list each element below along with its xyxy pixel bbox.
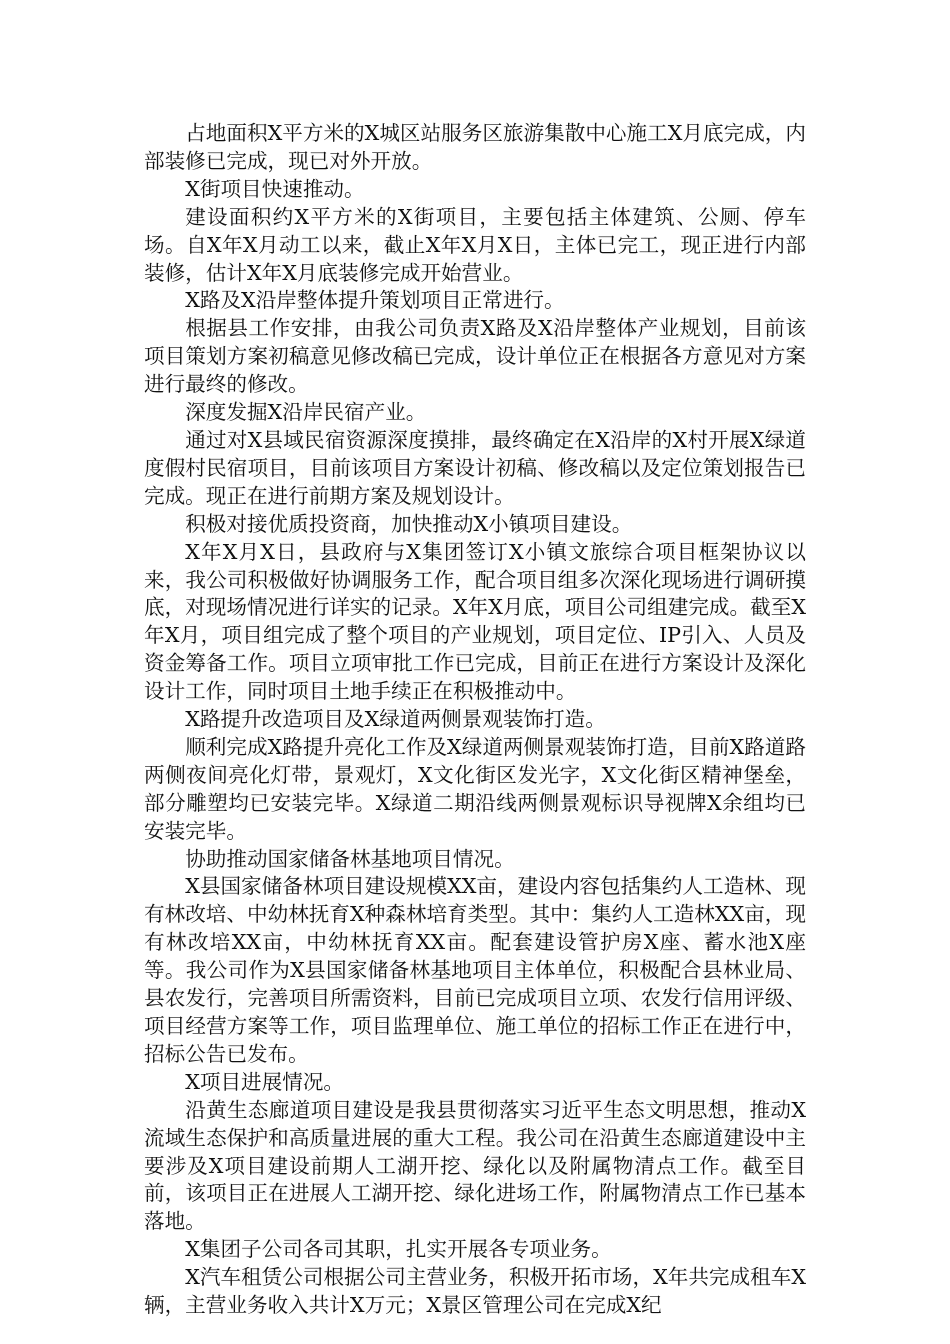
paragraph: 建设面积约X平方米的X街项目，主要包括主体建筑、公厕、停车场。自X年X月动工以来，截止X年X月X日，主体已完工，现正进行内部装修，估计X年X月底装修完成开始营业。 [144, 204, 806, 285]
section-heading: 积极对接优质投资商，加快推动X小镇项目建设。 [185, 511, 633, 536]
section-heading: X路提升改造项目及X绿道两侧景观装饰打造。 [185, 707, 606, 732]
paragraph: 通过对X县域民宿资源深度摸排，最终确定在X沿岸的X村开展X绿道度假村民宿项目，目前该项目方案设计初稿、修改稿以及定位策划报告已完成。现正在进行前期方案及规划设计。 [144, 427, 806, 508]
paragraph: X县国家储备林项目建设规模XX亩，建设内容包括集约人工造林、现有林改培、中幼林抚育X种森林培育类型。其中：集约人工造林XX亩，现有林改培XX亩，中幼林抚育XX亩。配套建设管护房X座、蓄水池X座等。我公司作为X县国家储备林基地项目主体单位，积极配合县林业局、县农发行，完善项目所需资料，目前已完成项目立项、农发行信用评级、项目经营方案等工作，项目监理单位、施工单位的招标工作正在进行中，招标公告已发布。 [144, 874, 806, 1066]
paragraph: 根据县工作安排，由我公司负责X路及X沿岸整体产业规划，目前该项目策划方案初稿意见修改稿已完成，设计单位正在根据各方意见对方案进行最终的修改。 [144, 316, 806, 397]
section-heading: X街项目快速推动。 [185, 176, 365, 201]
section-heading: 深度发掘X沿岸民宿产业。 [185, 400, 427, 425]
paragraph: 占地面积X平方米的X城区站服务区旅游集散中心施工X月底完成，内部装修已完成，现已对外开放。 [144, 121, 806, 173]
section-heading: 协助推动国家储备林基地项目情况。 [185, 846, 515, 871]
paragraph: X汽车租赁公司根据公司主营业务，积极开拓市场，X年共完成租车X辆，主营业务收入共计X万元；X景区管理公司在完成X纪 [144, 1265, 806, 1318]
section-heading: X路及X沿岸整体提升策划项目正常进行。 [185, 288, 565, 313]
section-heading: X集团子公司各司其职，扎实开展各专项业务。 [185, 1237, 612, 1262]
document-body [144, 120, 806, 1320]
paragraph: X年X月X日，县政府与X集团签订X小镇文旅综合项目框架协议以来，我公司积极做好协调服务工作，配合项目组多次深化现场进行调研摸底，对现场情况进行详实的记录。X年X月底，项目公司组建完成。截至X年X月，项目组完成了整个项目的产业规划，项目定位、IP引入、人员及资金筹备工作。项目立项审批工作已完成，目前正在进行方案设计及深化设计工作，同时项目土地手续正在积极推动中。 [144, 539, 806, 704]
paragraph: 顺利完成X路提升亮化工作及X绿道两侧景观装饰打造，目前X路道路两侧夜间亮化灯带，景观灯，X文化街区发光字，X文化街区精神堡垒，部分雕塑均已安装完毕。X绿道二期沿线两侧景观标识导视牌X余组均已安装完毕。 [144, 734, 806, 843]
paragraph: 沿黄生态廊道项目建设是我县贯彻落实习近平生态文明思想，推动X流域生态保护和高质量进展的重大工程。我公司在沿黄生态廊道建设中主要涉及X项目建设前期人工湖开挖、绿化以及附属物清点工作。截至目前，该项目正在进展人工湖开挖、绿化进场工作，附属物清点工作已基本落地。 [144, 1097, 806, 1234]
section-heading: X项目进展情况。 [185, 1069, 345, 1094]
